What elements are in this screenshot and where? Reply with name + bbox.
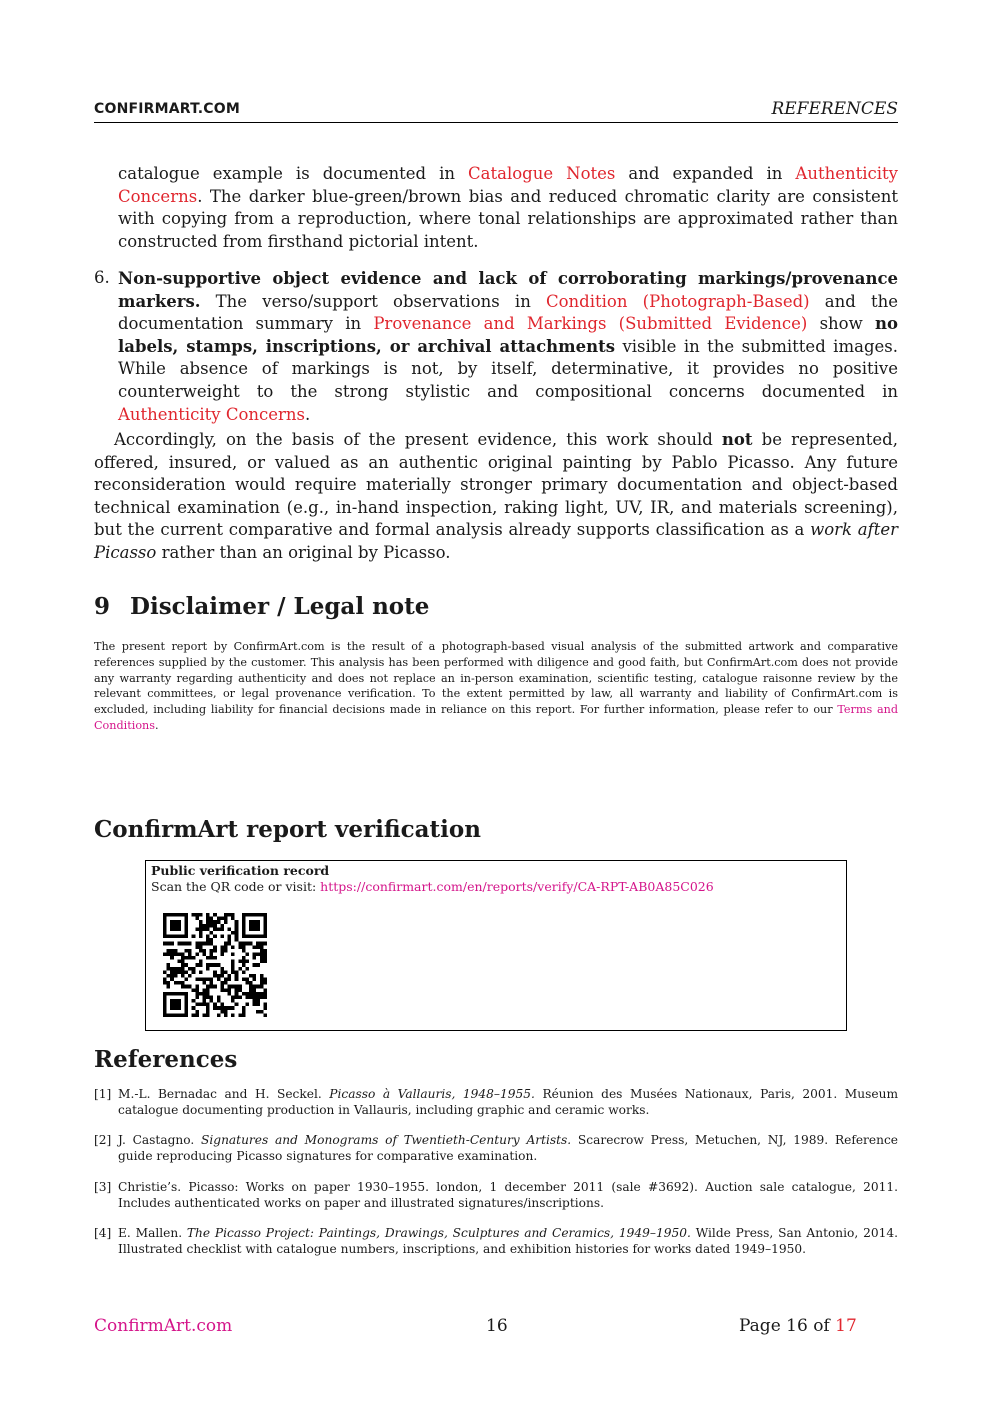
header-section-title: REFERENCES (771, 99, 898, 119)
text: . (305, 404, 311, 424)
reference-item (94, 1225, 898, 1257)
qr-code-icon[interactable] (163, 913, 267, 1017)
text: show (807, 314, 875, 334)
text: . The darker blue-green/brown bias and reduced chromatic clarity are consistent with copying from a reproduction, where tonal relationships are approximated rather than constructed from firsthand pictorial intent. (118, 186, 898, 251)
bold-word: not (721, 430, 753, 449)
list-item-6 (118, 268, 898, 426)
text: Accordingly, on the basis of the present evidence, this work should (114, 430, 722, 449)
reference-title: The Picasso Project: Paintings, Drawings, Sculptures and Ceramics, 1949–1950. (186, 1226, 691, 1240)
text: . (155, 718, 159, 732)
text: and expanded in (615, 164, 796, 183)
reference-label: [4] (94, 1226, 112, 1240)
list-item-number: 6. (94, 268, 110, 287)
text: Scarecrow Press, Metuchen, NJ, 1989. Reference guide reproducing Picasso signatures for comparative examination. (118, 1133, 898, 1163)
reference-title: Signatures and Monograms of Twentieth-Century Artists. (201, 1133, 572, 1147)
text: The present report by ConfirmArt.com is the result of a photograph-based visual analysis of the submitted artwork and comparative references supplied by the customer. This analysis has been performed with diligence and good faith, but ConfirmArt.com does not provide any warranty regarding authenticity and does not replace an in-person examination, scientific testing, catalogue raisonne review by the relevant committees, or legal provenance verification. To the extent permitted by law, all warranty and liability of ConfirmArt.com is excluded, including liability for financial decisions made in reliance on this report. For further information, please refer to our (94, 640, 898, 717)
header-logo: CONFIRMART.COM (94, 101, 241, 117)
verification-heading: ConfirmArt report verification (94, 816, 481, 843)
text: The verso/support observations in (200, 291, 546, 311)
conclusion-paragraph (94, 429, 898, 565)
text: Page 16 of (739, 1316, 836, 1336)
footer-site-link[interactable]: ConfirmArt.com (94, 1316, 233, 1336)
text: J. Castagno. (118, 1133, 202, 1147)
item-lead: Non-supportive object evidence and lack of corroborating markings/provenance markers. (118, 269, 898, 311)
reference-item (94, 1132, 898, 1164)
verification-url-link[interactable]: https://confirmart.com/en/reports/verify/CA-RPT-AB0A85C026 (320, 879, 714, 894)
text: E. Mallen. (118, 1226, 187, 1240)
list-item-5-continuation (118, 163, 898, 253)
link-authenticity-concerns[interactable]: Authenticity Concerns (118, 164, 898, 206)
text: and the documentation summary in (118, 291, 898, 334)
verification-box-title: Public verification record (151, 863, 330, 878)
link-catalogue-notes[interactable]: Catalogue Notes (468, 164, 616, 183)
text: Christie’s. Picasso: Works on paper 1930–1955. london, 1 december 2011 (sale #3692). Auction sale catalogue, 2011. Includes authenticated works on paper and illustrated signatures/inscriptions. (118, 1180, 898, 1210)
verification-scan-line (151, 879, 714, 894)
text: Réunion des Musées Nationaux, Paris, 2001. Museum catalogue documenting production in Vallauris, including graphic and ceramic works. (118, 1087, 898, 1117)
reference-item (94, 1086, 898, 1118)
references-heading: References (94, 1046, 238, 1073)
section-heading (94, 593, 429, 620)
last-page-link[interactable]: 17 (835, 1316, 857, 1336)
reference-label: [3] (94, 1180, 112, 1194)
link-authenticity-concerns-2[interactable]: Authenticity Concerns (118, 404, 305, 424)
disclaimer-text (94, 639, 898, 734)
text: visible in the submitted images. While absence of markings is not, by itself, determinative, it provides no positive counterweight to the strong stylistic and compositional concerns documented in (118, 336, 898, 401)
section-number: 9 (94, 593, 111, 620)
italic-phrase: work after Picasso (94, 520, 898, 562)
footer-page-number: 16 (486, 1316, 508, 1336)
text: catalogue example is documented in (118, 164, 469, 183)
verification-box (145, 860, 847, 1031)
section-title: Disclaimer / Legal note (130, 593, 430, 620)
header-rule (94, 122, 898, 123)
text: Scan the QR code or visit: (151, 879, 321, 894)
link-condition[interactable]: Condition (Photograph-Based) (546, 291, 810, 311)
text: Wilde Press, San Antonio, 2014. Illustrated checklist with catalogue numbers, inscriptions, and exhibition histories for works dated 1949–1950. (118, 1226, 898, 1256)
bold-phrase: no labels, stamps, inscriptions, or archival attachments (118, 314, 898, 356)
text: be represented, offered, insured, or valued as an authentic original painting by Pablo Picasso. Any future reconsideration would require materially stronger primary documentation and object-based technical examination (e.g., in-hand inspection, raking light, UV, IR, and materials screening), but the current comparative and formal analysis already supports classification as a (94, 430, 898, 540)
link-provenance[interactable]: Provenance and Markings (Submitted Evidence) (373, 314, 808, 334)
footer-page-count (739, 1316, 857, 1336)
text: M.-L. Bernadac and H. Seckel. (118, 1087, 330, 1101)
reference-item (94, 1179, 898, 1211)
reference-title: Picasso à Vallauris, 1948–1955. (329, 1087, 535, 1101)
reference-label: [1] (94, 1087, 112, 1101)
reference-label: [2] (94, 1133, 112, 1147)
terms-link[interactable]: Terms and Conditions (94, 703, 898, 732)
text: rather than an original by Picasso. (156, 542, 451, 562)
